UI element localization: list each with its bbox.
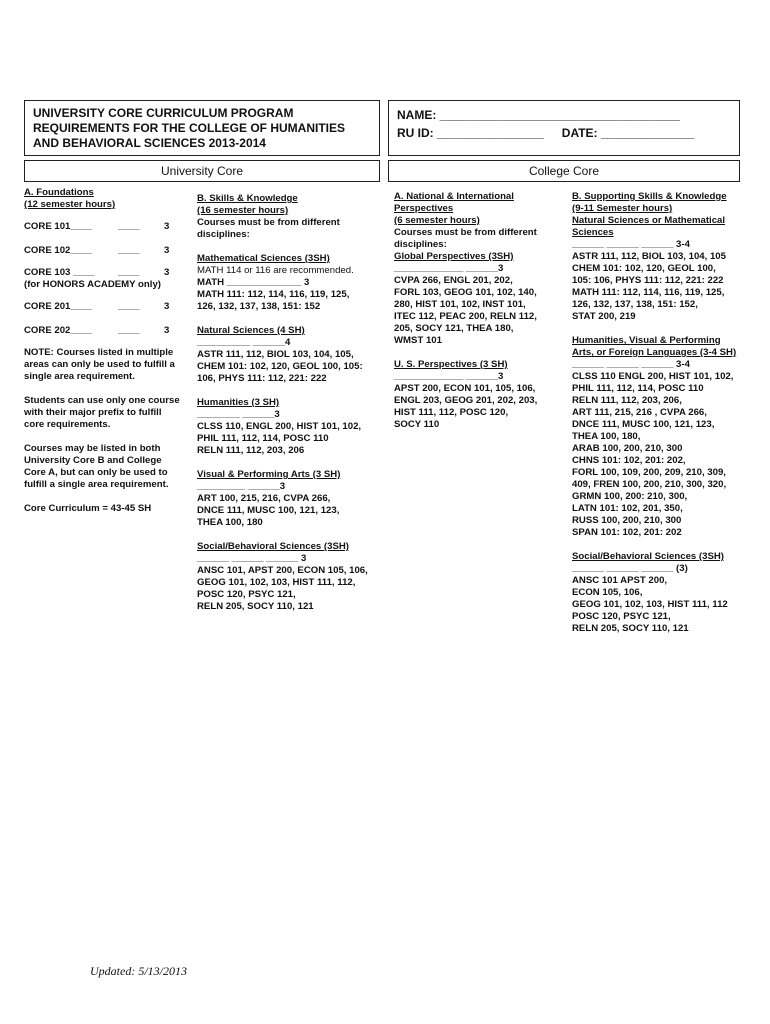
math-courses: MATH 111: 112, 114, 116, 119, 125,: [197, 289, 350, 300]
sup-social-courses: ANSC 101 APST 200,: [572, 575, 668, 586]
core-row[interactable]: [24, 221, 189, 233]
social-courses: POSC 120, PSYC 121,: [197, 589, 296, 600]
global-courses: FORL 103, GEOG 101, 102, 140,: [394, 287, 537, 298]
note-multiple-areas: NOTE: Courses listed in multiple: [24, 347, 174, 358]
core-label: CORE 101____: [24, 221, 92, 232]
updated-date: Updated: 5/13/2013: [90, 964, 187, 978]
foundations-column: [24, 187, 189, 515]
sup-humanities-courses: DNCE 111, MUSC 100, 121, 123,: [572, 419, 715, 430]
arts-courses: THEA 100, 180: [197, 517, 263, 528]
sup-natural-courses: CHEM 101: 102, 120, GEOL 100,: [572, 263, 716, 274]
core-blank[interactable]: ____: [118, 325, 140, 336]
sup-natural-heading: Sciences: [572, 227, 614, 238]
sup-natural-courses: 126, 132, 137, 138, 151: 152,: [572, 299, 698, 310]
core-blank[interactable]: ____: [118, 221, 140, 232]
sup-humanities-courses: SPAN 101: 102, 201: 202: [572, 527, 682, 538]
sup-humanities-heading: Arts, or Foreign Languages (3-4 SH): [572, 347, 737, 358]
core-blank[interactable]: ____: [118, 267, 140, 278]
perspectives-hours: (6 semester hours): [394, 215, 480, 226]
page-title-line: REQUIREMENTS FOR THE COLLEGE OF HUMANITIES: [33, 121, 346, 135]
social-heading: Social/Behavioral Sciences (3SH): [197, 541, 349, 552]
perspectives-column: [394, 191, 564, 431]
name-field[interactable]: NAME: ____________________________________: [397, 108, 680, 122]
core-credits: 3: [164, 221, 170, 232]
global-heading: Global Perspectives (3SH): [394, 251, 514, 262]
sup-humanities-courses: PHIL 111, 112, 114, POSC 110: [572, 383, 704, 394]
natural-heading: Natural Sciences (4 SH): [197, 325, 305, 336]
sup-humanities-courses: ART 111, 215, 216 , CVPA 266,: [572, 407, 707, 418]
foundations-heading: A. Foundations: [24, 187, 94, 198]
page-title-line: UNIVERSITY CORE CURRICULUM PROGRAM: [33, 106, 294, 120]
core-label: CORE 103 ____: [24, 267, 95, 278]
sup-natural-courses: STAT 200, 219: [572, 311, 636, 322]
humanities-line[interactable]: ________ ______3: [197, 409, 280, 420]
note-both-cores: fulfill a single area requirement.: [24, 479, 169, 490]
skills-hours: (16 semester hours): [197, 205, 289, 216]
sup-humanities-courses: 409, FREN 100, 200, 210, 300, 320,: [572, 479, 727, 490]
core-row[interactable]: [24, 301, 189, 313]
sup-humanities-courses: LATN 101: 102, 201, 350,: [572, 503, 683, 514]
skills-desc: disciplines:: [197, 229, 250, 240]
global-line[interactable]: _____________ ______3: [394, 263, 504, 274]
title-box: [24, 100, 380, 156]
sup-humanities-courses: RELN 111, 112, 203, 206,: [572, 395, 682, 406]
humanities-courses: CLSS 110, ENGL 200, HIST 101, 102,: [197, 421, 362, 432]
sup-natural-line[interactable]: ______ ______ ______ 3-4: [572, 239, 690, 250]
sup-natural-courses: 105: 106, PHYS 111: 112, 221: 222: [572, 275, 724, 286]
supporting-heading: B. Supporting Skills & Knowledge: [572, 191, 727, 202]
math-line[interactable]: MATH ______________ 3: [197, 277, 310, 288]
social-courses: RELN 205, SOCY 110, 121: [197, 601, 314, 612]
core-row[interactable]: [24, 325, 189, 337]
sup-humanities-courses: ARAB 100, 200, 210, 300: [572, 443, 683, 454]
sup-natural-heading: Natural Sciences or Mathematical: [572, 215, 726, 226]
ruid-field[interactable]: RU ID: ________________: [397, 126, 544, 140]
sup-humanities-heading: Humanities, Visual & Performing: [572, 335, 721, 346]
arts-courses: ART 100, 215, 216, CVPA 266,: [197, 493, 331, 504]
social-line[interactable]: ______ ______ ______ 3: [197, 553, 307, 564]
global-courses: ITEC 112, PEAC 200, RELN 112,: [394, 311, 537, 322]
natural-courses: ASTR 111, 112, BIOL 103, 104, 105,: [197, 349, 354, 360]
perspectives-heading: A. National & International: [394, 191, 514, 202]
core-row[interactable]: [24, 267, 189, 279]
us-courses: ENGL 203, GEOG 201, 202, 203,: [394, 395, 538, 406]
us-line[interactable]: _____________ ______3: [394, 371, 504, 382]
supporting-hours: (9-11 Semester hours): [572, 203, 673, 214]
global-courses: 205, SOCY 121, THEA 180,: [394, 323, 514, 334]
core-label: CORE 202____: [24, 325, 92, 336]
note-both-cores: University Core B and College: [24, 455, 162, 466]
core-blank[interactable]: ____: [118, 245, 140, 256]
sup-social-courses: GEOG 101, 102, 103, HIST 111, 112: [572, 599, 728, 610]
note-major-prefix: with their major prefix to fulfill: [24, 407, 162, 418]
supporting-column: [572, 191, 742, 635]
perspectives-heading: Perspectives: [394, 203, 454, 214]
core-credits: 3: [164, 301, 170, 312]
sup-humanities-courses: FORL 100, 109, 200, 209, 210, 309,: [572, 467, 726, 478]
global-courses: CVPA 266, ENGL 201, 202,: [394, 275, 513, 286]
sup-social-line[interactable]: ______ ______ ______ (3): [572, 563, 688, 574]
perspectives-desc: disciplines:: [394, 239, 447, 250]
sup-social-heading: Social/Behavioral Sciences (3SH): [572, 551, 724, 562]
note-both-cores: Core A, but can only be used to: [24, 467, 168, 478]
perspectives-desc: Courses must be from different: [394, 227, 537, 238]
skills-desc: Courses must be from different: [197, 217, 340, 228]
math-heading: Mathematical Sciences (3SH): [197, 253, 330, 264]
honors-note: (for HONORS ACADEMY only): [24, 279, 161, 290]
id-date-row: [397, 124, 731, 142]
core-credits: 3: [164, 267, 170, 278]
math-recommend: MATH 114 or 116 are recommended.: [197, 265, 354, 276]
sup-social-courses: ECON 105, 106,: [572, 587, 643, 598]
foundations-hours: (12 semester hours): [24, 199, 116, 210]
university-core-header: University Core: [24, 160, 380, 182]
core-credits: 3: [164, 245, 170, 256]
natural-courses: CHEM 101: 102, 120, GEOL 100, 105:: [197, 361, 363, 372]
social-courses: ANSC 101, APST 200, ECON 105, 106,: [197, 565, 368, 576]
core-credits: 3: [164, 325, 170, 336]
note-multiple-areas: areas can only be used to fulfill a: [24, 359, 175, 370]
core-blank[interactable]: ____: [118, 301, 140, 312]
sup-natural-courses: ASTR 111, 112, BIOL 103, 104, 105: [572, 251, 726, 262]
skills-column: [197, 193, 383, 613]
social-courses: GEOG 101, 102, 103, HIST 111, 112,: [197, 577, 356, 588]
core-label: CORE 201____: [24, 301, 92, 312]
sup-social-courses: RELN 205, SOCY 110, 121: [572, 623, 689, 634]
natural-line[interactable]: __________ ______4: [197, 337, 291, 348]
math-courses: 126, 132, 137, 138, 151: 152: [197, 301, 321, 312]
note-both-cores: Courses may be listed in both: [24, 443, 161, 454]
arts-line[interactable]: _________ ______3: [197, 481, 286, 492]
page-title-line: AND BEHAVIORAL SCIENCES 2013-2014: [33, 136, 266, 150]
arts-heading: Visual & Performing Arts (3 SH): [197, 469, 341, 480]
us-courses: APST 200, ECON 101, 105, 106,: [394, 383, 536, 394]
core-row[interactable]: [24, 245, 189, 257]
global-courses: WMST 101: [394, 335, 442, 346]
core-label: CORE 102____: [24, 245, 92, 256]
us-courses: HIST 111, 112, POSC 120,: [394, 407, 509, 418]
sup-humanities-courses: THEA 100, 180,: [572, 431, 641, 442]
us-heading: U. S. Perspectives (3 SH): [394, 359, 508, 370]
sup-humanities-line[interactable]: ______ ______ ______ 3-4: [572, 359, 690, 370]
us-courses: SOCY 110: [394, 419, 440, 430]
note-major-prefix: Students can use only one course: [24, 395, 180, 406]
sup-natural-courses: MATH 111: 112, 114, 116, 119, 125,: [572, 287, 725, 298]
humanities-courses: RELN 111, 112, 203, 206: [197, 445, 305, 456]
global-courses: 280, HIST 101, 102, INST 101,: [394, 299, 526, 310]
note-multiple-areas: single area requirement.: [24, 371, 135, 382]
humanities-courses: PHIL 111, 112, 114, POSC 110: [197, 433, 329, 444]
date-field[interactable]: DATE: ______________: [561, 126, 695, 140]
note-major-prefix: core requirements.: [24, 419, 111, 430]
arts-courses: DNCE 111, MUSC 100, 121, 123,: [197, 505, 340, 516]
college-core-header: College Core: [388, 160, 740, 182]
humanities-heading: Humanities (3 SH): [197, 397, 280, 408]
sup-humanities-courses: RUSS 100, 200, 210, 300: [572, 515, 682, 526]
skills-heading: B. Skills & Knowledge: [197, 193, 298, 204]
sup-humanities-courses: CLSS 110 ENGL 200, HIST 101, 102,: [572, 371, 734, 382]
sup-humanities-courses: GRMN 100, 200: 210, 300,: [572, 491, 688, 502]
natural-courses: 106, PHYS 111: 112, 221: 222: [197, 373, 327, 384]
student-info-box: [388, 100, 740, 156]
sup-social-courses: POSC 120, PSYC 121,: [572, 611, 671, 622]
core-total: Core Curriculum = 43-45 SH: [24, 503, 152, 514]
sup-humanities-courses: CHNS 101: 102, 201: 202,: [572, 455, 686, 466]
